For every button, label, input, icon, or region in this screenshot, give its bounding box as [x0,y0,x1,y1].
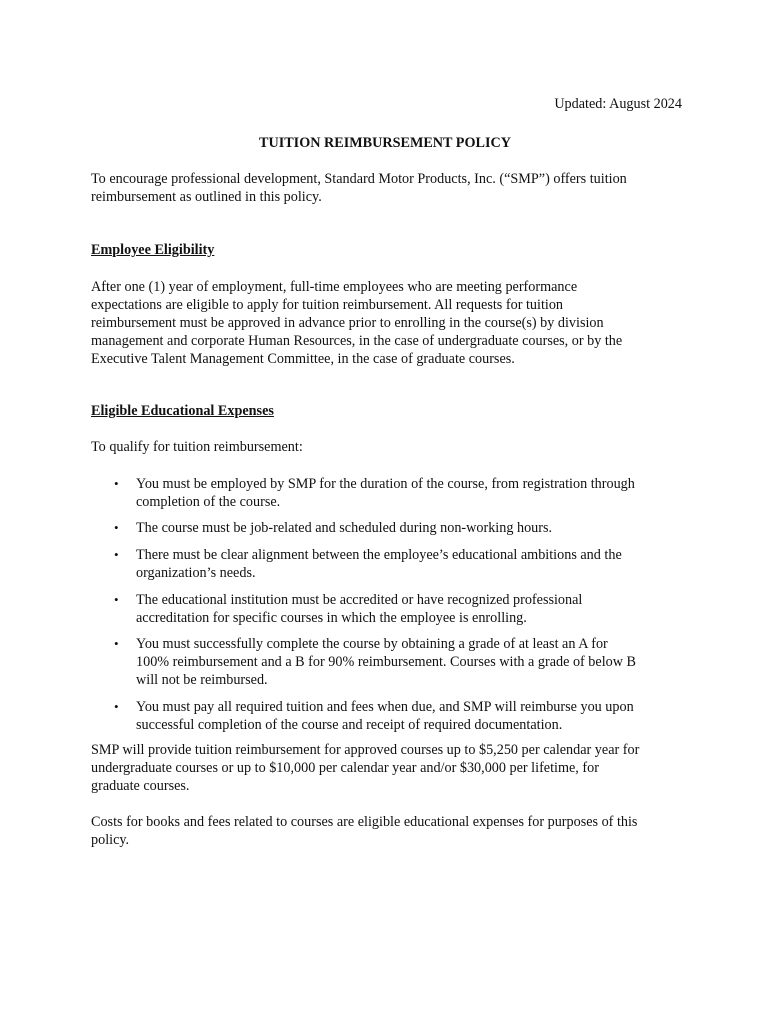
list-item-line: The educational institution must be accredited or have recognized professional [136,592,583,608]
list-item-line: The course must be job-related and scheduled during non-working hours. [136,520,553,536]
limits-paragraph [91,741,681,795]
paragraph-line: To qualify for tuition reimbursement: [91,439,303,455]
updated-date: Updated: August 2024 [554,96,682,112]
paragraph-line: SMP will provide tuition reimbursement for approved courses up to $5,250 per calendar year for [91,742,640,758]
paragraph-line: To encourage professional development, Standard Motor Products, Inc. (“SMP”) offers tuition [91,171,627,187]
list-item-line: will not be reimbursed. [136,672,268,688]
paragraph-line: management and corporate Human Resources, in the case of undergraduate courses, or by the [91,333,623,349]
costs-paragraph [91,813,681,849]
paragraph-line: reimbursement must be approved in advance prior to enrolling in the course(s) by division [91,315,604,331]
bullet-icon: • [114,520,119,535]
paragraph-line: After one (1) year of employment, full-time employees who are meeting performance [91,279,578,295]
paragraph-line: undergraduate courses or up to $10,000 per calendar year and/or $30,000 per lifetime, for [91,760,599,776]
list-item-line: successful completion of the course and receipt of required documentation. [136,717,563,733]
list-item [136,475,681,511]
section-heading-expenses: Eligible Educational Expenses [91,403,274,419]
list-item-line: 100% reimbursement and a B for 90% reimbursement. Courses with a grade of below B [136,654,636,670]
paragraph-line: Executive Talent Management Committee, in the case of graduate courses. [91,351,515,367]
paragraph-line: policy. [91,832,130,848]
bullet-icon: • [114,476,119,491]
paragraph-line: Costs for books and fees related to courses are eligible educational expenses for purposes of this [91,814,638,830]
bullet-icon: • [114,636,119,651]
paragraph-line: graduate courses. [91,778,190,794]
list-item-line: You must be employed by SMP for the duration of the course, from registration through [136,476,635,492]
list-item [136,698,681,734]
list-item [136,519,681,537]
list-item-line: You must successfully complete the course by obtaining a grade of at least an A for [136,636,608,652]
list-item-line: There must be clear alignment between the employee’s educational ambitions and the [136,547,622,563]
expenses-lead [91,438,681,456]
intro-paragraph [91,170,681,206]
list-item [136,591,681,627]
section-heading-eligibility: Employee Eligibility [91,242,215,258]
page-title: TUITION REIMBURSEMENT POLICY [258,135,511,151]
list-item-line: completion of the course. [136,494,281,510]
list-item-line: You must pay all required tuition and fees when due, and SMP will reimburse you upon [136,699,634,715]
list-item [136,635,681,689]
eligibility-paragraph [91,278,681,368]
list-item-line: organization’s needs. [136,565,256,581]
list-item [136,546,681,582]
bullet-icon: • [114,699,119,714]
paragraph-line: reimbursement as outlined in this policy. [91,189,322,205]
paragraph-line: expectations are eligible to apply for tuition reimbursement. All requests for tuition [91,297,564,313]
bullet-icon: • [114,592,119,607]
bullet-icon: • [114,547,119,562]
list-item-line: accreditation for specific courses in which the employee is enrolling. [136,610,527,626]
